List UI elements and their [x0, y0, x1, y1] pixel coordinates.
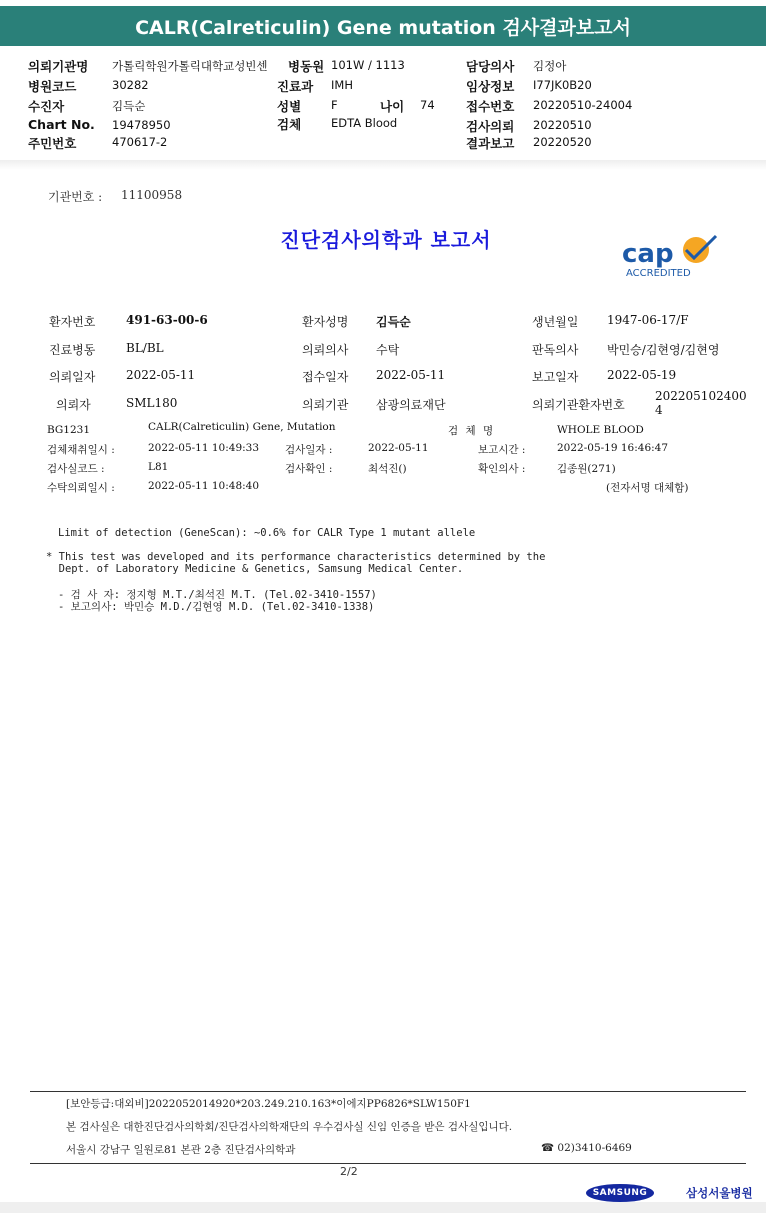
confirm: 최석진(): [368, 463, 407, 475]
lab-code: L81: [148, 461, 169, 473]
header-label: 임상정보: [466, 79, 515, 94]
reading-doc: 박민승/김현영/김현영: [607, 343, 720, 357]
lab-code-label: 검사실코드 :: [47, 463, 105, 475]
dob-label: 생년월일: [532, 315, 579, 329]
patient-name: 김득순: [376, 315, 411, 329]
req-inst: 삼광의료재단: [376, 398, 446, 412]
header-value: 김득순: [112, 99, 146, 113]
org-no-label: 기관번호 :: [48, 190, 103, 204]
recv-date: 2022-05-11: [376, 368, 446, 382]
test-name: CALR(Calreticulin) Gene, Mutation: [148, 421, 336, 433]
header-label: 수진자: [28, 99, 65, 114]
tester-note: - 검 사 자: 정지형 M.T./최석진 M.T. (Tel.02-3410-1557): [58, 589, 377, 601]
header-value: 김정아: [533, 59, 567, 73]
ward-label: 진료병동: [49, 343, 96, 357]
header-label: 주민번호: [28, 136, 77, 151]
esign-note: (전자서명 대체함): [606, 482, 689, 494]
header-value: IMH: [331, 78, 353, 92]
org-no: 11100958: [121, 188, 183, 202]
header-label: 담당의사: [466, 59, 515, 74]
req-inst-label: 의뢰기관: [302, 398, 349, 412]
page-number: 2/2: [340, 1165, 358, 1178]
header-value: F: [331, 98, 338, 112]
reading-doc-label: 판독의사: [532, 343, 579, 357]
outsourced: 2022-05-11 10:48:40: [148, 480, 260, 492]
header-value: 30282: [112, 78, 149, 92]
dob: 1947-06-17/F: [607, 313, 689, 327]
report-title: CALR(Calreticulin) Gene mutation 검사결과보고서: [0, 6, 766, 46]
header-label: 결과보고: [466, 136, 515, 151]
confirm-doc: 김종원(271): [557, 463, 616, 475]
req-date-label: 의뢰일자: [49, 370, 96, 384]
cap-accredited-text: ACCREDITED: [626, 268, 691, 279]
header-value: I77JK0B20: [533, 78, 592, 92]
header-value: 101W / 1113: [331, 58, 405, 72]
bottom-band: [0, 1202, 766, 1213]
header-label: Chart No.: [28, 117, 95, 132]
header-value: 20220520: [533, 135, 592, 149]
report-time-label: 보고시간 :: [478, 444, 526, 456]
address-line: 서울시 강남구 일원로81 본관 2층 진단검사의학과: [66, 1144, 296, 1156]
header-label: 접수번호: [466, 99, 515, 114]
outsourced-label: 수탁의뢰일시 :: [47, 482, 115, 494]
security-line: [보안등급:대외비]2022052014920*203.249.210.163*이에지PP6826*SLW150F1: [66, 1098, 471, 1110]
exam-date: 2022-05-11: [368, 442, 429, 454]
header-value: 470617-2: [112, 135, 168, 149]
header-label: 검체: [277, 117, 302, 132]
confirm-doc-label: 확인의사 :: [478, 463, 526, 475]
footer-rule-bottom: [30, 1163, 746, 1164]
hospital-name: 삼성서울병원: [686, 1186, 753, 1200]
lod-note: Limit of detection (GeneScan): ~0.6% for CALR Type 1 mutant allele: [58, 527, 476, 539]
section-separator: [0, 160, 766, 170]
inst-patient-no-label: 의뢰기관환자번호: [532, 398, 625, 412]
requester-label: 의뢰자: [56, 398, 91, 412]
header-label: 검사의뢰: [466, 119, 515, 134]
req-doc-label: 의뢰의사: [302, 343, 349, 357]
cap-logo-text: cap: [622, 239, 674, 269]
header-value: 가톨릭학원가톨릭대학교성빈센: [112, 59, 268, 73]
reporter-note: - 보고의사: 박민승 M.D./김현영 M.D. (Tel.02-3410-1338): [58, 601, 375, 613]
dev-note-line1: * This test was developed and its performance characteristics determined by the: [46, 551, 546, 563]
header-value: 19478950: [112, 118, 171, 132]
patient-name-label: 환자성명: [302, 315, 349, 329]
title-bar: [0, 0, 766, 52]
recv-date-label: 접수일자: [302, 370, 349, 384]
header-label: 병동원: [288, 59, 325, 74]
specimen-label: 검 체 명: [448, 425, 496, 437]
report-time: 2022-05-19 16:46:47: [557, 442, 669, 454]
header-value: 20220510-24004: [533, 98, 633, 112]
phone-line: ☎ 02)3410-6469: [541, 1142, 632, 1154]
report-date: 2022-05-19: [607, 368, 677, 382]
test-code: BG1231: [47, 424, 91, 436]
patient-id-label: 환자번호: [49, 315, 96, 329]
header-label: 나이: [380, 99, 405, 114]
inst-patient-no-line1: 202205102400: [655, 389, 747, 403]
ward: BL/BL: [126, 341, 164, 355]
req-doc: 수탁: [376, 343, 400, 357]
collect: 2022-05-11 10:49:33: [148, 442, 260, 454]
header-value: EDTA Blood: [331, 116, 398, 130]
footer-rule-top: [30, 1091, 746, 1092]
patient-id: 491-63-00-6: [126, 313, 208, 327]
cap-accredited-logo: [620, 232, 724, 280]
specimen: WHOLE BLOOD: [557, 424, 644, 436]
dept-report-title: 진단검사의학과 보고서: [280, 228, 492, 252]
exam-date-label: 검사일자 :: [285, 444, 333, 456]
certification-line: 본 검사실은 대한진단검사의학회/진단검사의학재단의 우수검사실 신임 인증을 받은 검사실입니다.: [66, 1121, 513, 1133]
header-label: 진료과: [277, 79, 314, 94]
header-value: 20220510: [533, 118, 592, 132]
collect-label: 검체채취일시 :: [47, 444, 115, 456]
report-date-label: 보고일자: [532, 370, 579, 384]
samsung-logo: SAMSUNG: [586, 1184, 654, 1202]
header-label: 성별: [277, 99, 302, 114]
header-label: 병원코드: [28, 79, 77, 94]
header-value: 74: [420, 98, 435, 112]
requester: SML180: [126, 396, 178, 410]
header-label: 의뢰기관명: [28, 59, 89, 74]
inst-patient-no-line2: 4: [655, 403, 663, 417]
dev-note-line2: Dept. of Laboratory Medicine & Genetics, Samsung Medical Center.: [46, 563, 464, 575]
confirm-label: 검사확인 :: [285, 463, 333, 475]
req-date: 2022-05-11: [126, 368, 196, 382]
